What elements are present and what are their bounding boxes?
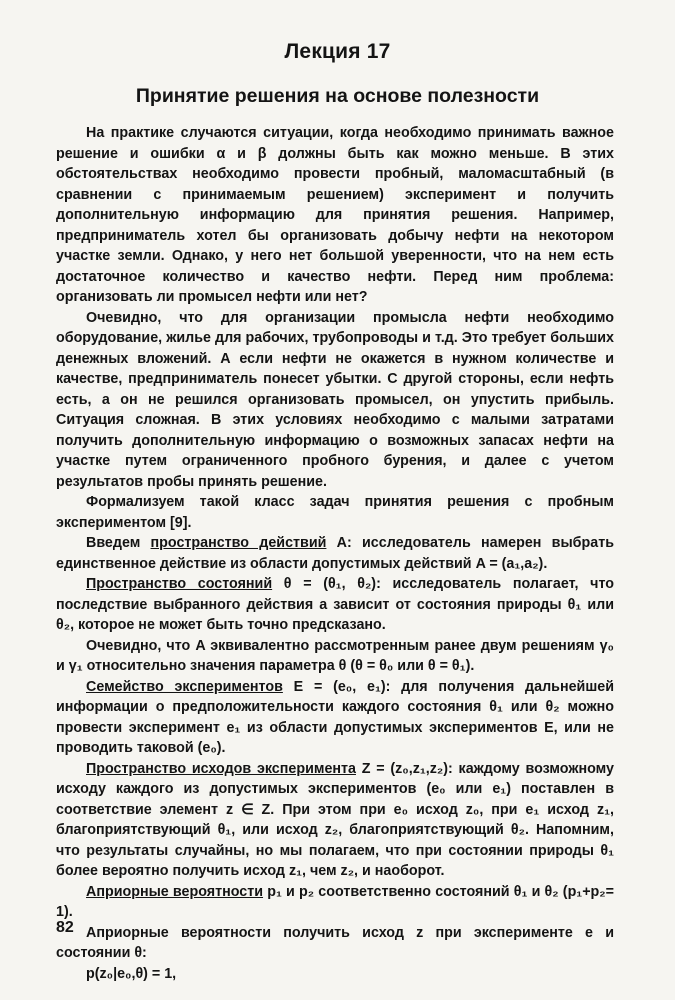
paragraph (56, 636, 614, 677)
term-underlined: Априорные вероятности (86, 883, 264, 900)
body-text (56, 123, 614, 984)
section-title: Принятие решения на основе полезности (135, 85, 540, 107)
text-run: Введем (86, 535, 151, 551)
text-run: Очевидно, что A эквивалентно рассмотренным ранее двум решениям γ₀ и γ₁ относительно значения параметра θ (θ = θ₀ или θ = θ₁). (56, 637, 614, 674)
lecture-title: Лекция 17 (284, 40, 391, 63)
paragraph (56, 123, 614, 308)
paragraph (56, 574, 614, 636)
text-run: E = (e₀, e₁): для получения дальнейшей информации о предположительности каждого состояния θ₁ или θ₂ можно провести эксперимент e₁ из области допустимых экспериментов E, или не проводить таковой (e₀). (56, 678, 614, 756)
paragraph (56, 533, 614, 574)
paragraph (56, 492, 614, 533)
text-run: На практике случаются ситуации, когда необходимо принимать важное решение и ошибки α и β должны быть как можно меньше. В этих обстоятельствах необходимо провести пробный, маломасштабный (в сравнении с принимаемым решением) эксперимент и получить дополнительную информацию для принятия решения. Например, предприниматель хотел бы организовать добычу нефти на некотором участке земли. Однако, у него нет большой уверенности, что на нем есть достаточное количество и качество нефти. Перед ним проблема: организовать ли промысел нефти или нет? (56, 125, 614, 305)
paragraph (56, 308, 614, 493)
formula: p(z₀|e₀,θ) = 1, (86, 965, 177, 982)
term-underlined: Пространство исходов эксперимента (86, 760, 356, 777)
page-number: 82 (56, 919, 74, 936)
text-run: Z = (z₀,z₁,z₂): каждому возможному исходу каждого из допустимых экспериментов (e₀ или e₁) поставлен в соответствие элемент z ∈ Z. При этом при e₀ исход z₀, при e₁ исход z₁, благоприятствующий θ₁, или исход z₂, благоприятствующий θ₂. Напомним, что результаты случайны, но мы полагаем, что при состоянии природы θ₁ более вероятно получить исход z₁, чем z₂, и наоборот. (56, 760, 614, 879)
text-run: p₁ и p₂ соответственно состояний θ₁ и θ₂ (p₁+p₂= 1). (56, 883, 614, 920)
term-underlined: пространство действий (150, 535, 327, 551)
text-run: Априорные вероятности получить исход z при эксперименте e и состоянии θ: (56, 924, 614, 961)
term-underlined: Семейство экспериментов (86, 678, 283, 695)
paragraph (56, 882, 614, 923)
text-run: Формализуем такой класс задач принятия решения с пробным экспериментом [9]. (56, 494, 614, 531)
paragraph (56, 923, 614, 964)
paragraph (56, 759, 614, 882)
text-run: θ = (θ₁, θ₂): исследователь полагает, что последствие выбранного действия a зависит от состояния природы θ₁ или θ₂, которое не может быть точно предсказано. (56, 576, 614, 633)
paragraph (56, 677, 614, 759)
text-run: Очевидно, что для организации промысла нефти необходимо оборудование, жилье для рабочих, трубопроводы и т.д. Это требует больших денежных вложений. А если нефти не окажется в нужном количестве и качестве, предприниматель понесет убытки. С другой стороны, если нефть есть, а он не решился организовать промысел, он упустить прибыль. Ситуация сложная. В этих условиях необходимо с малыми затратами получить дополнительную информацию о возможных запасах нефти на участке путем ограниченного пробного бурения, и далее с учетом результатов пробы принять решение. (56, 309, 614, 490)
term-underlined: Пространство состояний (86, 576, 273, 592)
text-run: A: исследователь намерен выбрать единственное действие из области допустимых действий A = (a₁,a₂). (56, 535, 614, 572)
